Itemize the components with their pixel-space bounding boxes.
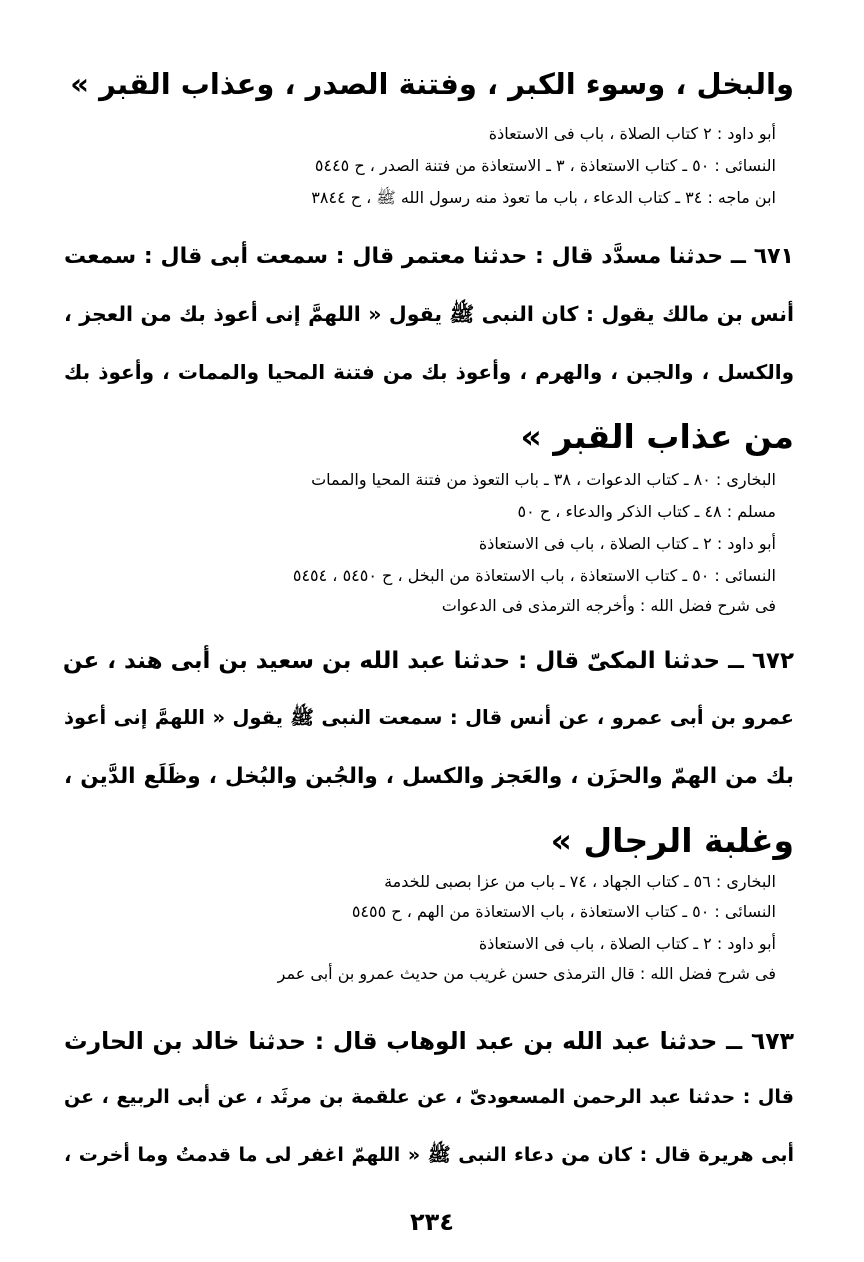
hadith-673-line: قال : حدثنا عبد الرحمن المسعودىّ ، عن علقمة بن مرثَد ، عن أبى الربيع ، عن bbox=[64, 1086, 794, 1108]
hadith-673-line: أبى هريرة قال : كان من دعاء النبى ﷺ « اللهمّ اغفر لى ما قدمتُ وما أخرت ، bbox=[64, 1144, 794, 1166]
hadith-671-line: من عذاب القبر » bbox=[520, 417, 794, 456]
reference-line: النسائى : ٥٠ ـ كتاب الاستعاذة ، باب الاستعاذة من الهم ، ح ٥٤٥٥ bbox=[351, 902, 776, 921]
continuation-line: والبخل ، وسوء الكبر ، وفتنة الصدر ، وعذاب القبر » bbox=[70, 67, 794, 101]
reference-line: البخارى : ٥٦ ـ كتاب الجهاد ، ٧٤ ـ باب من عزا بصبى للخدمة bbox=[384, 872, 776, 891]
hadith-673-line: ٦٧٣ ــ حدثنا عبد الله بن عبد الوهاب قال : حدثنا خالد بن الحارث bbox=[64, 1027, 794, 1055]
reference-line: النسائى : ٥٠ ـ كتاب الاستعاذة ، باب الاستعاذة من البخل ، ح ٥٤٥٠ ، ٥٤٥٤ bbox=[292, 566, 776, 585]
hadith-671-line: والكسل ، والجبن ، والهرم ، وأعوذ بك من فتنة المحيا والممات ، وأعوذ بك bbox=[64, 360, 794, 384]
hadith-671-line: أنس بن مالك يقول : كان النبى ﷺ يقول « اللهمَّ إنى أعوذ بك من العجز ، bbox=[64, 302, 794, 326]
reference-line: البخارى : ٨٠ ـ كتاب الدعوات ، ٣٨ ـ باب التعوذ من فتنة المحيا والممات bbox=[311, 470, 776, 489]
hadith-672-line: بك من الهمّ والحزَن ، والعَجز والكسل ، والجُبن والبُخل ، وظَلَع الدَّين ، bbox=[64, 764, 794, 789]
reference-line: مسلم : ٤٨ ـ كتاب الذكر والدعاء ، ح ٥٠ bbox=[517, 502, 776, 521]
hadith-672-line: وغلبة الرجال » bbox=[550, 821, 794, 860]
reference-line: النسائى : ٥٠ ـ كتاب الاستعاذة ، ٣ ـ الاستعاذة من فتنة الصدر ، ح ٥٤٤٥ bbox=[314, 156, 776, 175]
reference-line: فى شرح فضل الله : وأخرجه الترمذى فى الدعوات bbox=[441, 596, 776, 615]
reference-line: أبو داود : ٢ كتاب الصلاة ، باب فى الاستعاذة bbox=[488, 124, 776, 143]
hadith-672-line: عمرو بن أبى عمرو ، عن أنس قال : سمعت النبى ﷺ يقول « اللهمَّ إنى أعوذ bbox=[64, 706, 794, 729]
reference-line: أبو داود : ٢ ـ كتاب الصلاة ، باب فى الاستعاذة bbox=[478, 534, 776, 553]
hadith-671-line: ٦٧١ ــ حدثنا مسدَّد قال : حدثنا معتمر قال : سمعت أبى قال : سمعت bbox=[64, 244, 794, 269]
page-number: ٢٣٤ bbox=[410, 1208, 454, 1236]
reference-line: ابن ماجه : ٣٤ ـ كتاب الدعاء ، باب ما تعوذ منه رسول الله ﷺ ، ح ٣٨٤٤ bbox=[311, 188, 776, 207]
reference-line: فى شرح فضل الله : قال الترمذى حسن غريب من حديث عمرو بن أبى عمر bbox=[277, 964, 776, 983]
reference-line: أبو داود : ٢ ـ كتاب الصلاة ، باب فى الاستعاذة bbox=[478, 934, 776, 953]
hadith-672-line: ٦٧٢ ــ حدثنا المكىّ قال : حدثنا عبد الله بن سعيد بن أبى هند ، عن bbox=[62, 648, 794, 674]
